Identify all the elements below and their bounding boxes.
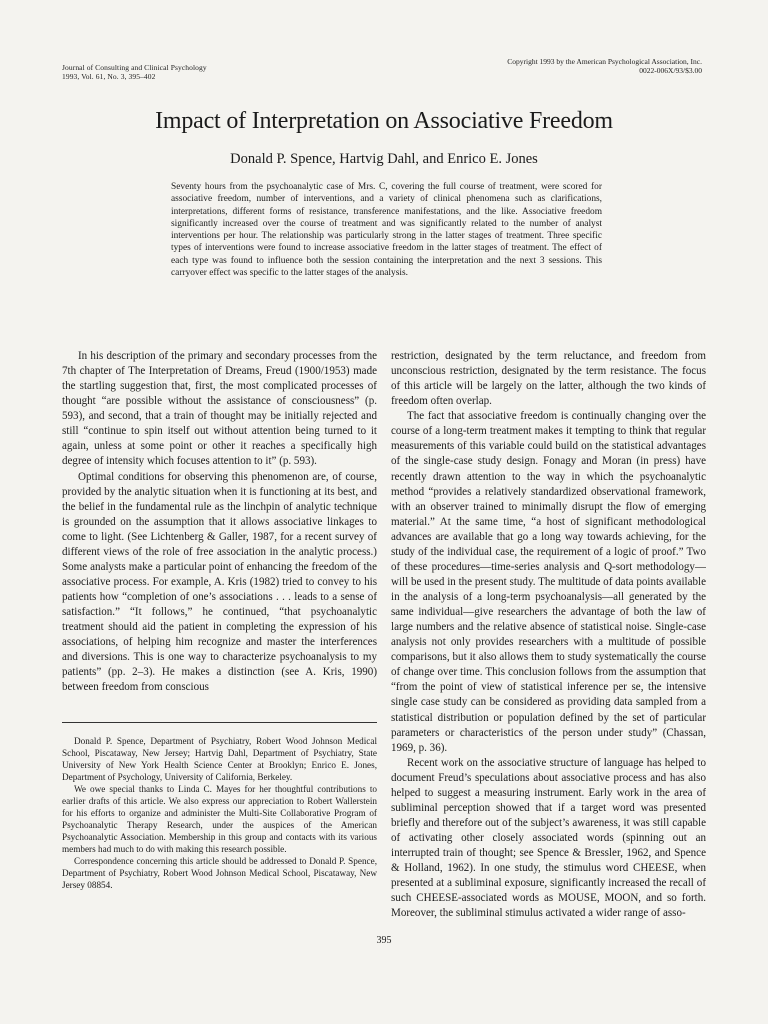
right-paragraph-1: restriction, designated by the term reluctance, and freedom from unconscious restriction, designated by the term resistance. The focus of this article will be largely on the latter, although the two kinds of freedom often overlap. <box>391 350 706 408</box>
author-affiliations: Donald P. Spence, Department of Psychiatry, Robert Wood Johnson Medical School, Piscataway, New Jersey; Hartvig Dahl, Department of Psychiatry, State University of New York Health Science Center at Brooklyn; Enrico E. Jones, Department of Psychology, University of California, Berkeley. <box>62 736 377 782</box>
copyright-line: Copyright 1993 by the American Psychological Association, Inc. <box>507 57 702 66</box>
footnote-divider <box>62 722 377 723</box>
right-column <box>391 349 706 933</box>
author-footnotes <box>62 735 377 891</box>
author-list: Donald P. Spence, Hartvig Dahl, and Enrico E. Jones <box>230 151 538 167</box>
left-paragraph-2: Optimal conditions for observing this phenomenon are, of course, provided by the analytic situation when it is functioning at its best, and the belief in the fundamental rule as the linchpin of analytic technique is grounded on the assumption that it allows associative linkages to come to light. (See Lichtenberg & Galler, 1987, for a recent survey of different views of the role of free association in the analytic process.) Some analysts make a particular point of enhancing the freedom of the associative process. For example, A. Kris (1982) tried to convey to his patients how “completion of one’s associations . . . leads to a sense of satisfaction.” “It follows,” he continued, “that psychoanalytic treatment should aid the patient in completing the expression of his associations, of helping him recognize and master the interferences and diversions. This is one way to characterize psychoanalysis to my patients” (pp. 2–3). He makes a distinction (see A. Kris, 1990) between freedom from conscious <box>62 470 377 694</box>
right-paragraph-2: The fact that associative freedom is continually changing over the course of a long-term treatment makes it tempting to think that regular measurements of this variable could build on the statistical advantages of the single-case study design. Fonagy and Moran (in press) have recently drawn attention to the way in which the psychoanalytic method “provides a relatively standardized observational framework, with an observer trained to minimally disrupt the flow of emerging material.” At the same time, “a host of significant methodological advances are available that go a long way towards achieving, for the study of the individual case, the requirement of a logic of proof.” Two of these procedures—time-series analysis and Q-sort methodology—will be used in the present study. The multitude of data points available in the analysis of a long-term psychoanalysis—all generated by the same individual—give researchers the advantage of both the law of large numbers and the relative absence of statistical noise. Single-case analysis not only provides researchers with a multitude of possible comparisons, but it also allows them to study systematically the course of change over time. This conclusion follows from the assumption that “from the point of view of statistical inference per se, the intensive single case study can be considered as providing data sampled from a statistical distribution or population defined by the set of particular parameters or characteristics of the person under study” (Chassan, 1969, p. 36). <box>391 410 706 754</box>
copyright-notice <box>372 58 702 75</box>
article-title: Impact of Interpretation on Associative Freedom <box>155 108 613 134</box>
correspondence-note: Correspondence concerning this article should be addressed to Donald P. Spence, Department of Psychiatry, Robert Wood Johnson Medical School, Piscataway, New Jersey 08854. <box>62 856 377 890</box>
acknowledgments: We owe special thanks to Linda C. Mayes for her thoughtful contributions to earlier drafts of this article. We also express our appreciation to Robert Wallerstein for his efforts to organize and administer the Multi-Site Collaborative Program of Psychoanalytic Therapy Research, under the auspices of the American Psychoanalytic Association. Membership in this group and contacts with its various members had much to do with making this research possible. <box>62 784 377 854</box>
abstract: Seventy hours from the psychoanalytic case of Mrs. C, covering the full course of treatment, were scored for associative freedom, number of interventions, and a variety of clinical phenomena such as clarifications, interpretations, different forms of resistance, transference manifestations, and the like. Associative freedom significantly increased over the course of treatment and was significantly related to the number of analyst interventions per hour. The relationship was particularly strong in the latter stages of treatment. Three specific types of interventions were found to increase associative freedom in the latter stages of treatment. The effect of each type was found to influence both the session containing the interpretation and the next 3 sessions. This carryover effect was specific to the latter stages of the analysis. <box>171 182 602 279</box>
page-number: 395 <box>376 935 392 946</box>
journal-volume: 1993, Vol. 61, No. 3, 395–402 <box>62 71 156 81</box>
issn-code: 0022-006X/93/$3.00 <box>639 65 702 75</box>
journal-name: Journal of Consulting and Clinical Psychology <box>62 63 207 72</box>
journal-citation <box>62 64 207 81</box>
right-paragraph-3: Recent work on the associative structure of language has helped to document Freud’s speculations about associative process and has also helped to suggest a measuring instrument. Early work in the area of subliminal perception showed that if a target word was presented briefly and therefore out of the subject’s awareness, it was still capable of activating other closely associated words (spinning out an interrupted train of thought; see Spence & Bressler, 1962, and Spence & Holland, 1962). In one study, the stimulus word CHEESE, when presented at a subliminal exposure, significantly increased the recall of such CHEESE-associated words as MOUSE, MOON, and so forth. Moreover, the subliminal stimulus activated a wider range of asso- <box>391 756 706 920</box>
left-column <box>62 349 377 709</box>
left-paragraph-1: In his description of the primary and secondary processes from the 7th chapter of The Interpretation of Dreams, Freud (1900/1953) made the startling suggestion that, first, the most complicated processes of thought “are possible without the assistance of consciousness” (p. 593), and second, that a train of thought may be initially rejected and still “continue to spin itself out without attention being turned to it again, unless at some point or other it reaches a specifically high degree of intensity which focuses attention to it” (p. 593). <box>62 350 377 468</box>
